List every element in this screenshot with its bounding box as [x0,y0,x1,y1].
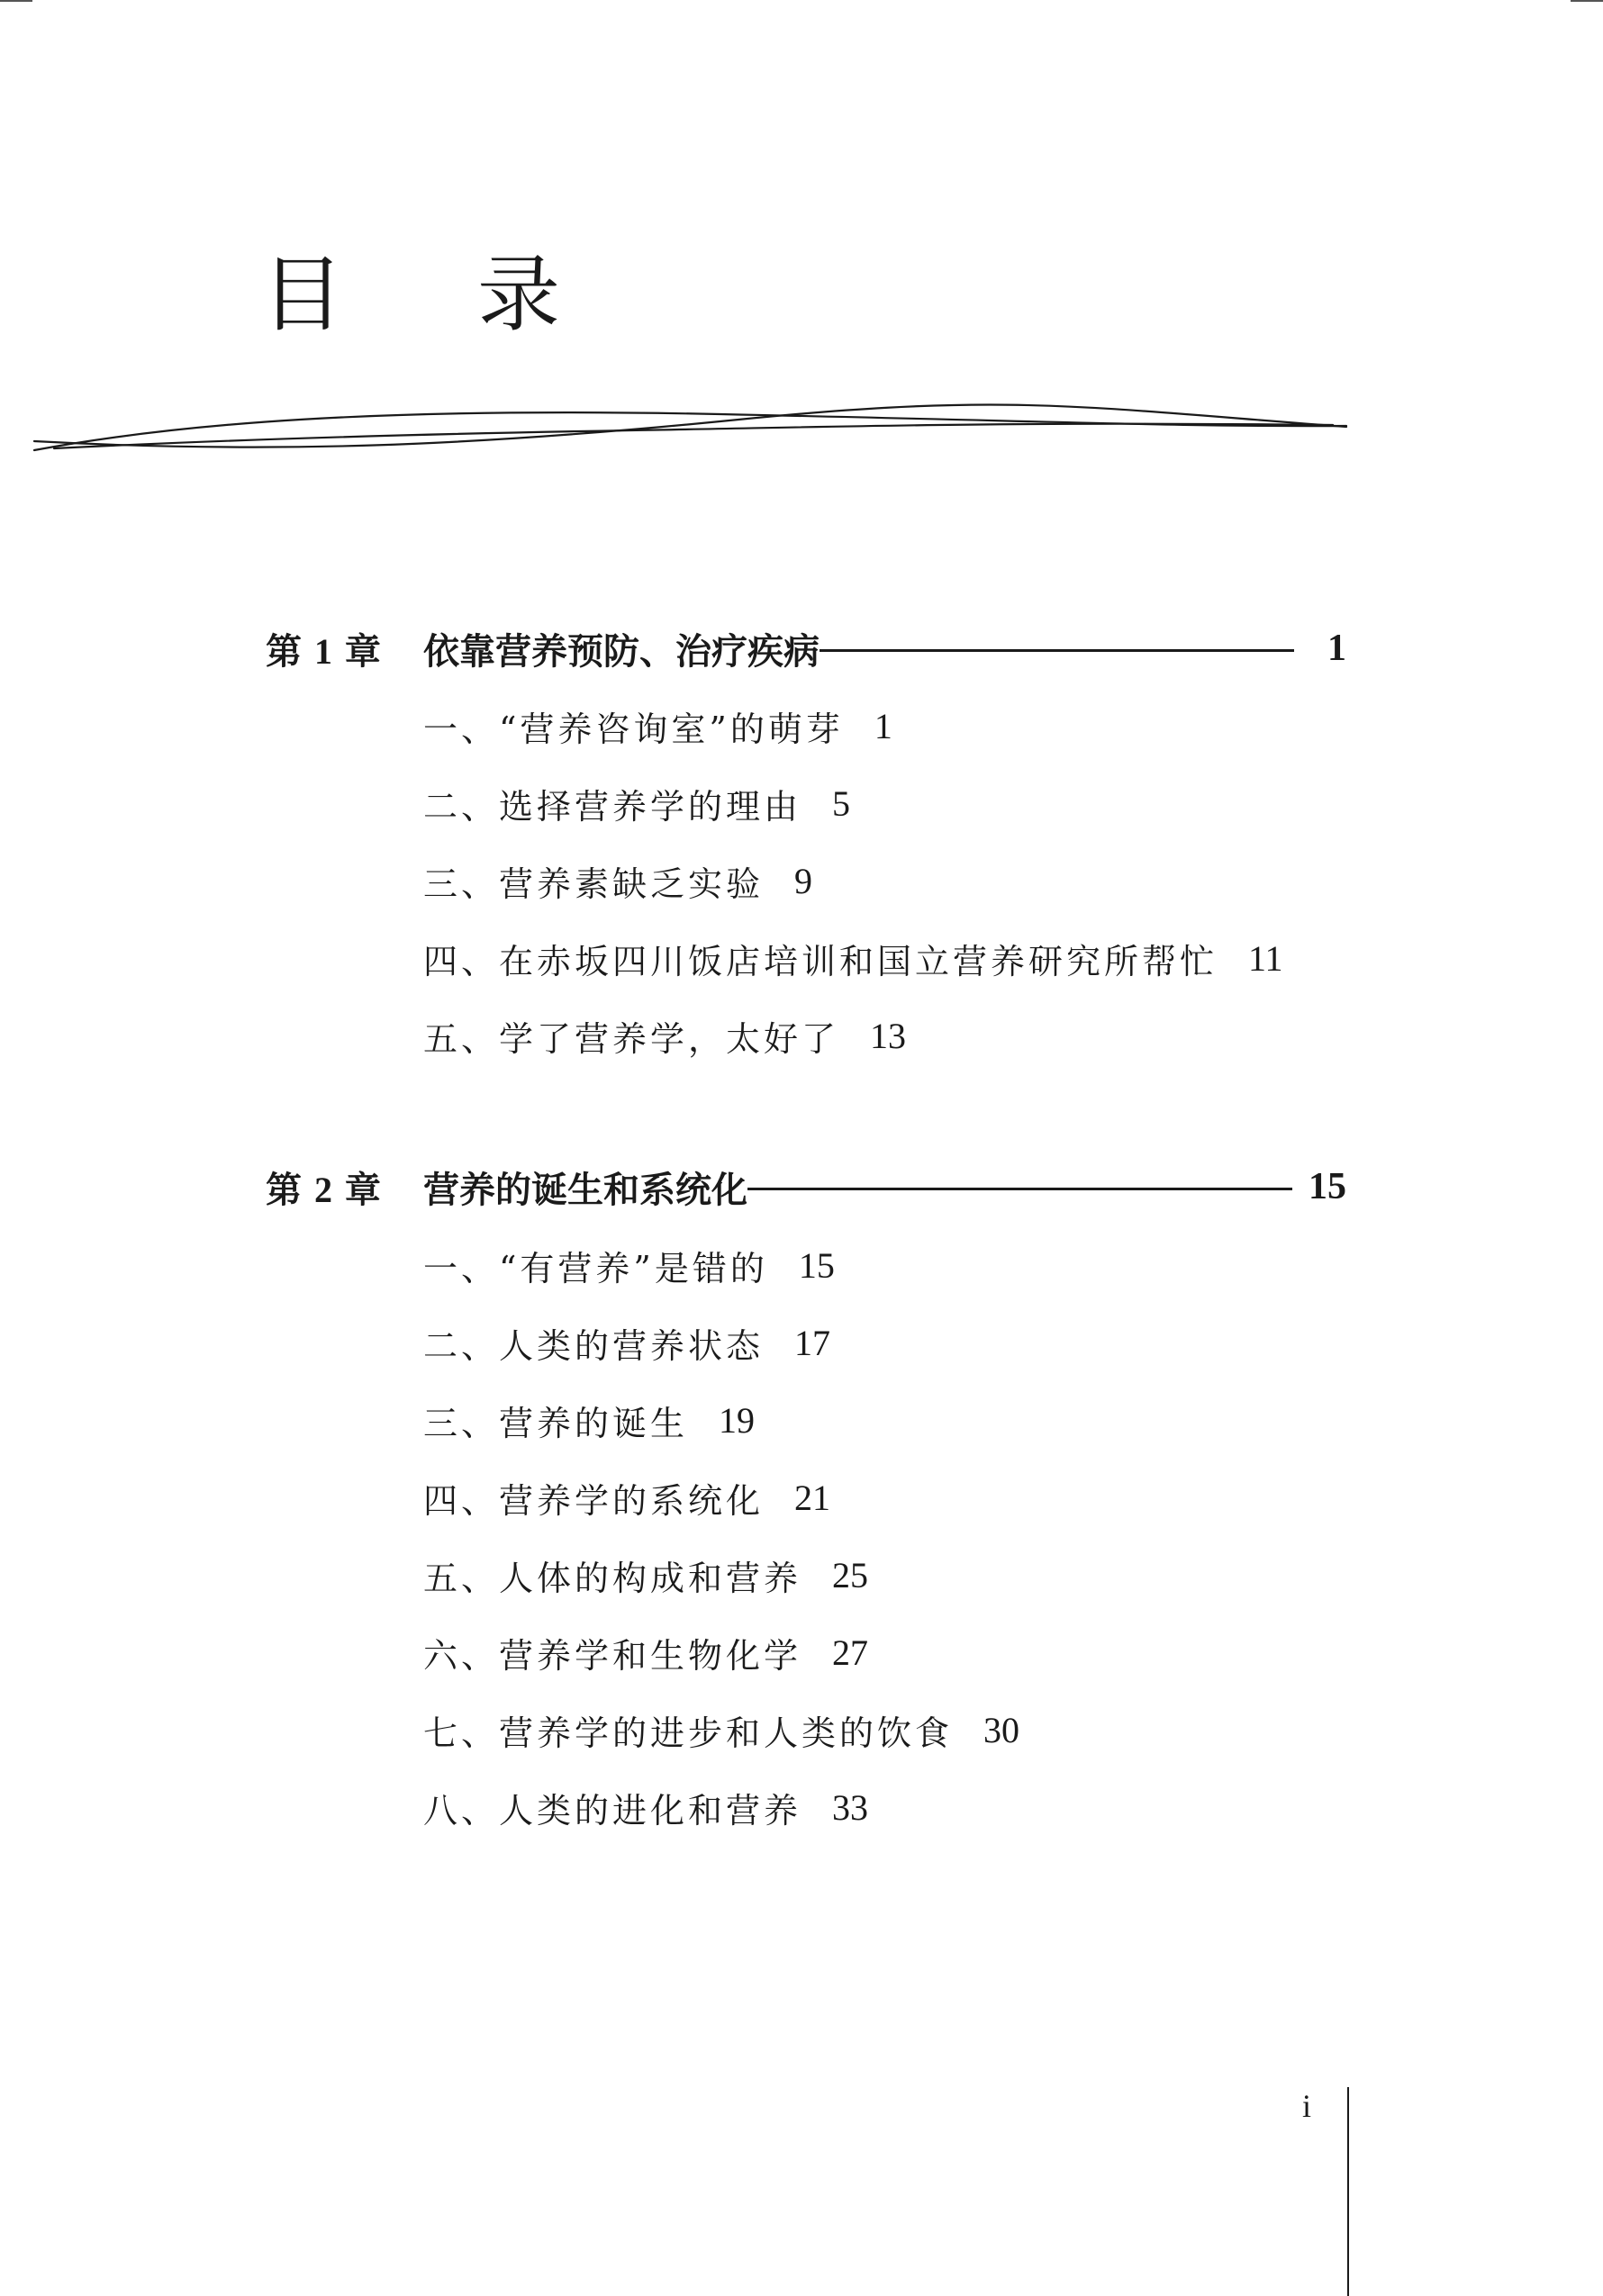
toc-entry-text: 五、人体的构成和营养 [423,1558,802,1598]
toc-entry-page: 30 [983,1709,1020,1750]
crop-mark-left [0,0,32,2]
toc-entry[interactable] [423,997,1283,1074]
chapter-2-label-prefix: 第 [266,1169,302,1211]
toc-entry[interactable] [423,919,1283,997]
toc-entry-text: 四、在赤坂四川饭店培训和国立营养研究所帮忙 [423,941,1218,981]
toc-entry-text: 二、人类的营养状态 [423,1325,765,1366]
toc-entry[interactable] [423,1614,1019,1691]
chapter-2-number: 2 [313,1169,332,1210]
toc-entry-text: 一、“有营养”是错的 [423,1248,768,1288]
toc-entry-page: 9 [794,860,813,901]
toc-entry-text: 三、营养素缺乏实验 [423,863,765,904]
crop-mark-right [1571,0,1603,2]
toc-entry[interactable] [423,1691,1019,1768]
toc-entry-page: 25 [832,1554,869,1595]
chapter-2 [266,1160,1346,1214]
toc-entry[interactable] [423,1381,1019,1459]
chapter-1-page: 1 [1327,628,1346,669]
chapter-1-label-prefix: 第 [266,630,302,673]
page-folio: i [1302,2088,1312,2124]
chapter-1-entries [423,687,1283,1074]
toc-entry-text: 二、选择营养学的理由 [423,786,802,827]
chapter-1-label [266,623,423,674]
chapter-2-page: 15 [1309,1166,1346,1207]
toc-entry-page: 1 [874,705,892,746]
toc-entry-page: 19 [719,1399,756,1441]
toc-entry[interactable] [423,687,1283,764]
toc-entry-page: 15 [798,1244,835,1286]
toc-entry[interactable] [423,1304,1019,1381]
page-title [261,241,560,349]
title-char-2: 录 [477,247,561,343]
chapter-1-leader-line [820,649,1294,652]
toc-entry[interactable] [423,1768,1019,1846]
chapter-2-label-suffix: 章 [344,1169,381,1211]
chapter-2-entries [423,1226,1019,1846]
toc-entry-page: 27 [832,1632,869,1673]
title-char-1: 目 [261,247,345,343]
toc-entry-page: 11 [1248,937,1283,979]
chapter-1-label-suffix: 章 [344,630,381,673]
chapter-2-label [266,1162,423,1213]
toc-entry-text: 八、人类的进化和营养 [423,1790,802,1830]
chapter-1-heading[interactable] [266,621,1346,675]
toc-entry-text: 三、营养的诞生 [423,1403,689,1443]
toc-entry-text: 七、营养学的进步和人类的饮食 [423,1713,954,1753]
chapter-2-heading[interactable] [266,1160,1346,1214]
toc-entry[interactable] [423,1536,1019,1614]
toc-entry-text: 六、营养学和生物化学 [423,1635,802,1676]
toc-entry[interactable] [423,1226,1019,1304]
chapter-2-title: 营养的诞生和系统化 [423,1169,747,1211]
toc-entry-page: 17 [794,1322,831,1363]
chapter-1-number: 1 [313,630,332,672]
toc-entry[interactable] [423,1459,1019,1536]
toc-entry[interactable] [423,842,1283,919]
toc-entry-page: 13 [870,1015,907,1056]
chapter-1-title: 依靠营养预防、治疗疾病 [423,630,820,673]
toc-entry[interactable] [423,764,1283,842]
toc-entry-page: 33 [832,1786,869,1828]
margin-rule [1347,2087,1349,2296]
decorative-swoosh-divider [0,387,1369,459]
toc-entry-page: 5 [832,782,851,824]
toc-entry-page: 21 [794,1477,831,1518]
chapter-1 [266,621,1346,675]
chapter-2-leader-line [747,1188,1292,1190]
toc-entry-text: 五、学了营养学，太好了 [423,1018,840,1059]
toc-entry-text: 一、“营养咨询室”的萌芽 [423,709,844,749]
toc-entry-text: 四、营养学的系统化 [423,1480,765,1521]
